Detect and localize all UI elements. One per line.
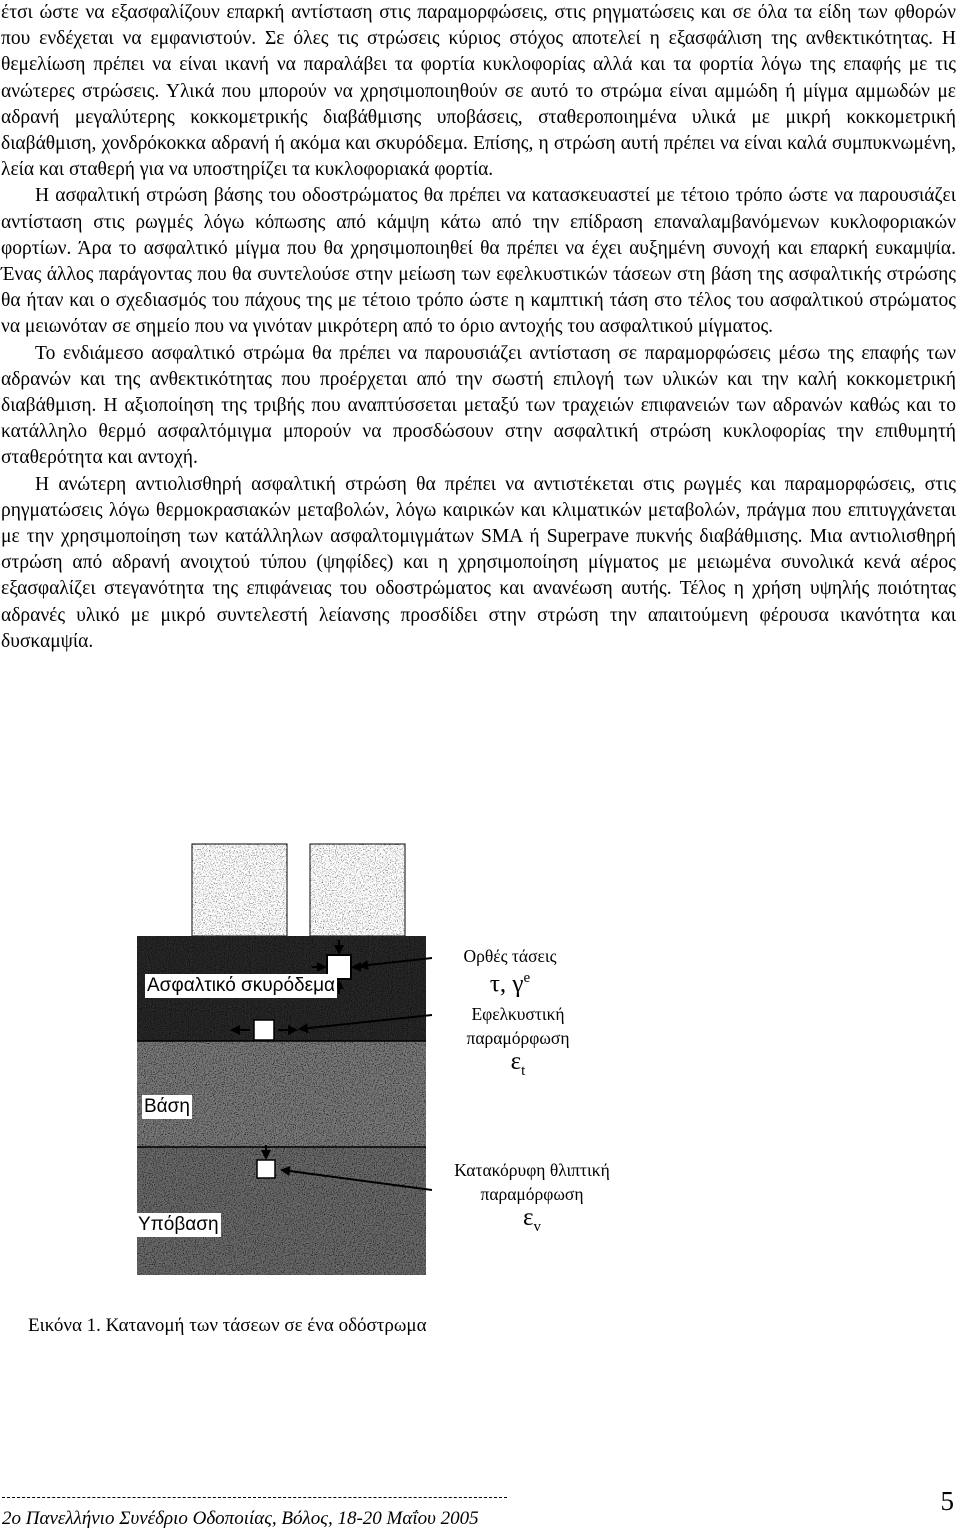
tire-left bbox=[192, 844, 287, 936]
asphalt-layer-label: Ασφαλτικό σκυρόδεμα bbox=[147, 975, 336, 996]
normal-stresses-label: Ορθές τάσεις τ, $\gamma^e$ bbox=[463, 946, 557, 998]
paragraph-3: Το ενδιάμεσο ασφαλτικό στρώμα θα πρέπει να παρουσιάζει αντίσταση σε παραμορφώσεις μέσω της επαφής των αδρανών και της ανθεκτικότητας που προέρχεται από την σωστή επιλογή των υλικών και την καλή κοκκομετρική διαβάθμιση. Η αξιοποίηση της τριβής που αναπτύσσεται μεταξύ των τραχειών επιφανειών των αδρανών καθώς και το κατάλληλο θερμό ασφαλτόμιγμα μπορούν να προσδώσουν στην ασφαλτική στρώση κυκλοφορίας την επιθυμητή σταθερότητα και αντοχή. bbox=[1, 342, 956, 469]
paragraph-2: Η ασφαλτική στρώση βάσης του οδοστρώματος θα πρέπει να κατασκευαστεί με τέτοιο τρόπο ώστε να παρουσιάζει αντίσταση στις ρωγμές λόγω κόπωσης από κάμψη κάτω από την επίδραση επαναλαμβανόμενων κυκλοφοριακών φορτίων. Άρα το ασφαλτικό μίγμα που θα χρησιμοποιηθεί θα πρέπει να έχει αυξημένη συνοχή και επαρκή ευκαμψία. Ένας άλλος παράγοντας που θα συντελούσε στην μείωση των εφελκυστικών τάσεων στη βάση της ασφαλτικής στρώσης θα ήταν και ο σχεδιασμός του πάχους της με τέτοιο τρόπο ώστε η καμπτική τάση στο τέλος του ασφαλτικού στρώματος να μειωνόταν σε σημείο που να γινόταν μικρότερη από το όριο αντοχής του ασφαλτικού μίγματος. bbox=[1, 185, 956, 338]
body-text bbox=[1, 0, 956, 655]
figure-caption: Εικόνα 1. Κατανομή των τάσεων σε ένα οδόστρωμα bbox=[28, 1315, 427, 1336]
tire-right bbox=[310, 844, 405, 936]
subbase-layer bbox=[137, 1147, 426, 1275]
paragraph-4: Η ανώτερη αντιολισθηρή ασφαλτική στρώση θα πρέπει να αντιστέκεται στις ρωγμές και παραμορφώσεις, στις ρηγματώσεις λόγω θερμοκρασιακών μεταβολών, λόγω καιρικών και κλιματικών μεταβολών, πράγμα που επιτυγχάνεται με την χρησιμοποίηση των κατάλληλων ασφαλτομιγμάτων SMA ή Superpave πυκνής διαβάθμισης. Μια αντιολισθηρή στρώση από αδρανή ανοιχτού τύπου (ψηφίδες) και η χρησιμοποίηση μίγματος με μειωμένα συνολικά κενά αέρος εξασφαλίζει στεγανότητα της επιφάνειας του οδοστρώματος και ανανέωση αυτής. Τέλος η χρήση υψηλής ποιότητας αδρανές υλικό με μικρό συντελεστή λείανσης προσδίδει στην στρώση την απαιτούμενη φέρουσα ικανότητα και δυσκαμψία. bbox=[1, 473, 956, 652]
vertical-strain-label: Κατακόρυφη θλιπτική παραμόρφωση $\varepsilon_v$ bbox=[454, 1160, 610, 1235]
base-layer-label: Βάση bbox=[144, 1096, 190, 1117]
pavement-stress-figure bbox=[0, 840, 960, 1310]
paragraph-1: έτσι ώστε να εξασφαλίζουν επαρκή αντίσταση στις παραμορφώσεις, στις ρηγματώσεις και σε όλα τα είδη των φθορών που ενδέχεται να εμφανιστούν. Σε όλες τις στρώσεις κύριος στόχος αποτελεί η εξασφάλιση της ανθεκτικότητας. Η θεμελίωση πρέπει να είναι ικανή να παραλάβει τα φορτία κυκλοφορίας αλλά και τα φορτία λόγω της επαφής με τις ανώτερες στρώσεις. Υλικά που μπορούν να χρησιμοποιηθούν σε αυτό το στρώμα είναι αμμώδη ή μίγμα αμμωδών με αδρανή μεγαλύτερης κοκκομετρικής διαβάθμισης υποβάσεις, σταθεροποιημένα υλικά με μικρή κοκκομετρική διαβάθμιση, χονδρόκοκκα αδρανή ή ακόμα και σκυρόδεμα. Επίσης, η στρώση αυτή πρέπει να είναι καλά συμπυκνωμένη, λεία και σταθερή για να υποστηρίζει τα κυκλοφοριακά φορτία. bbox=[1, 2, 956, 181]
subbase-layer-label: Υπόβαση bbox=[138, 1214, 219, 1235]
page-number: 5 bbox=[940, 1486, 954, 1516]
tensile-strain-label: Εφελκυστική παραμόρφωση $\varepsilon_t$ bbox=[466, 1004, 570, 1079]
base-layer bbox=[137, 1041, 426, 1147]
footer-text: 2ο Πανελλήνιο Συνέδριο Οδοποιίας, Βόλος, 18-20 Μαΐου 2005 bbox=[2, 1508, 479, 1529]
footer-divider bbox=[2, 1497, 507, 1498]
